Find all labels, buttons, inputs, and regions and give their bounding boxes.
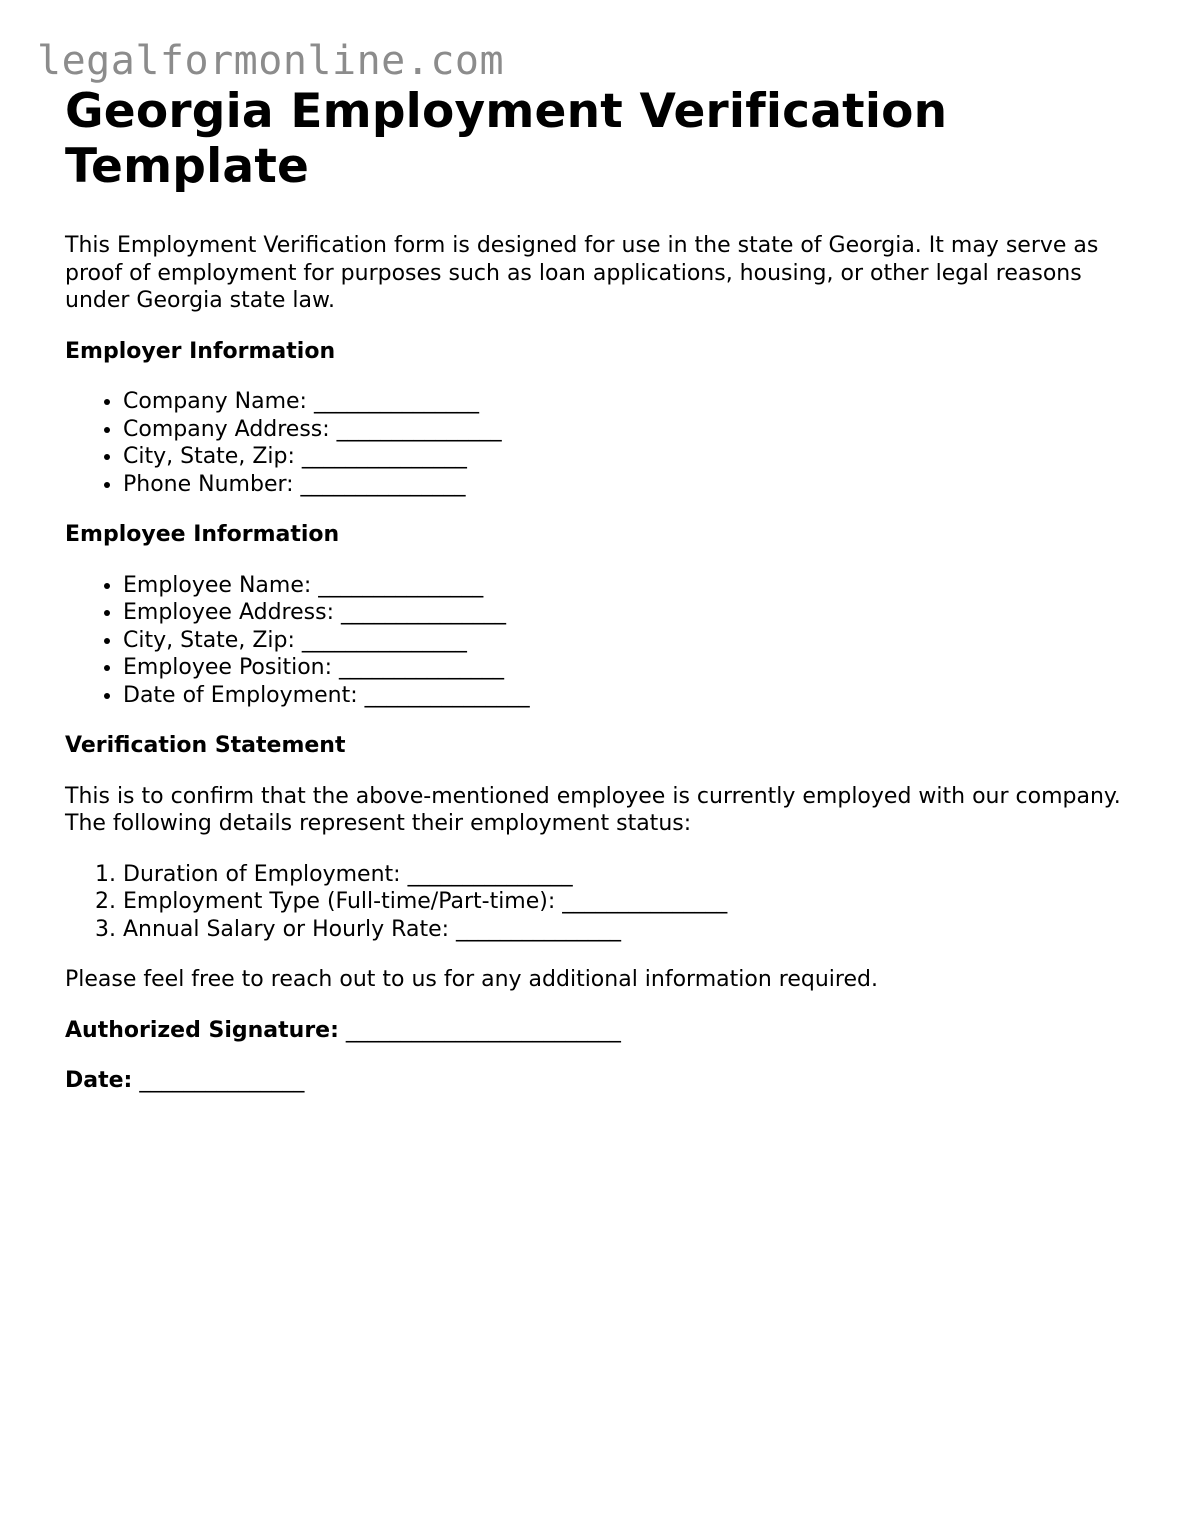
employment-details-list — [65, 861, 1135, 944]
list-item-employee-city-state-zip: • City, State, Zip: _______________ — [123, 627, 1135, 655]
list-item-employee-name: • Employee Name: _______________ — [123, 572, 1135, 600]
document-title: Georgia Employment Verification Template — [65, 84, 948, 194]
employee-info-list — [65, 572, 1135, 710]
date-line — [65, 1067, 1135, 1095]
list-item-company-name: • Company Name: _______________ — [123, 388, 1135, 416]
employer-info-list — [65, 388, 1135, 498]
list-item-company-phone: • Phone Number: _______________ — [123, 471, 1135, 499]
watermark: legalformonline.com — [37, 38, 505, 84]
list-item-employee-position: • Employee Position: _______________ — [123, 654, 1135, 682]
date-blank: _______________ — [132, 1068, 305, 1093]
employer-info-heading: Employer Information — [65, 338, 336, 364]
authorized-signature-blank: _________________________ — [338, 1017, 621, 1043]
verification-statement: This is to confirm that the above-mentioned employee is currently employed with our company. The following details represent their employment status: — [65, 783, 1121, 836]
authorized-signature-line — [65, 1017, 1135, 1045]
list-item-company-address: • Company Address: _______________ — [123, 416, 1135, 444]
list-item-employee-address: • Employee Address: _______________ — [123, 599, 1135, 627]
list-item-employment-type: 2. Employment Type (Full-time/Part-time): _______________ — [123, 888, 1135, 916]
date-label: Date: — [65, 1068, 133, 1093]
employee-info-heading: Employee Information — [65, 522, 340, 547]
document-body — [65, 84, 1135, 1095]
list-item-company-city-state-zip: • City, State, Zip: _______________ — [123, 443, 1135, 471]
list-item-duration: 1. Duration of Employment: _______________ — [123, 861, 1135, 889]
list-item-date-of-employment: • Date of Employment: _______________ — [123, 682, 1135, 710]
list-item-salary-rate: 3. Annual Salary or Hourly Rate: _______________ — [123, 916, 1135, 944]
closing-paragraph: Please feel free to reach out to us for any additional information required. — [65, 967, 878, 992]
verification-heading: Verification Statement — [65, 733, 346, 758]
intro-paragraph: This Employment Verification form is designed for use in the state of Georgia. It may serve as proof of employment for purposes such as loan applications, housing, or other legal reasons under Georgia state law. — [65, 233, 1099, 313]
authorized-signature-label: Authorized Signature: — [65, 1017, 339, 1043]
